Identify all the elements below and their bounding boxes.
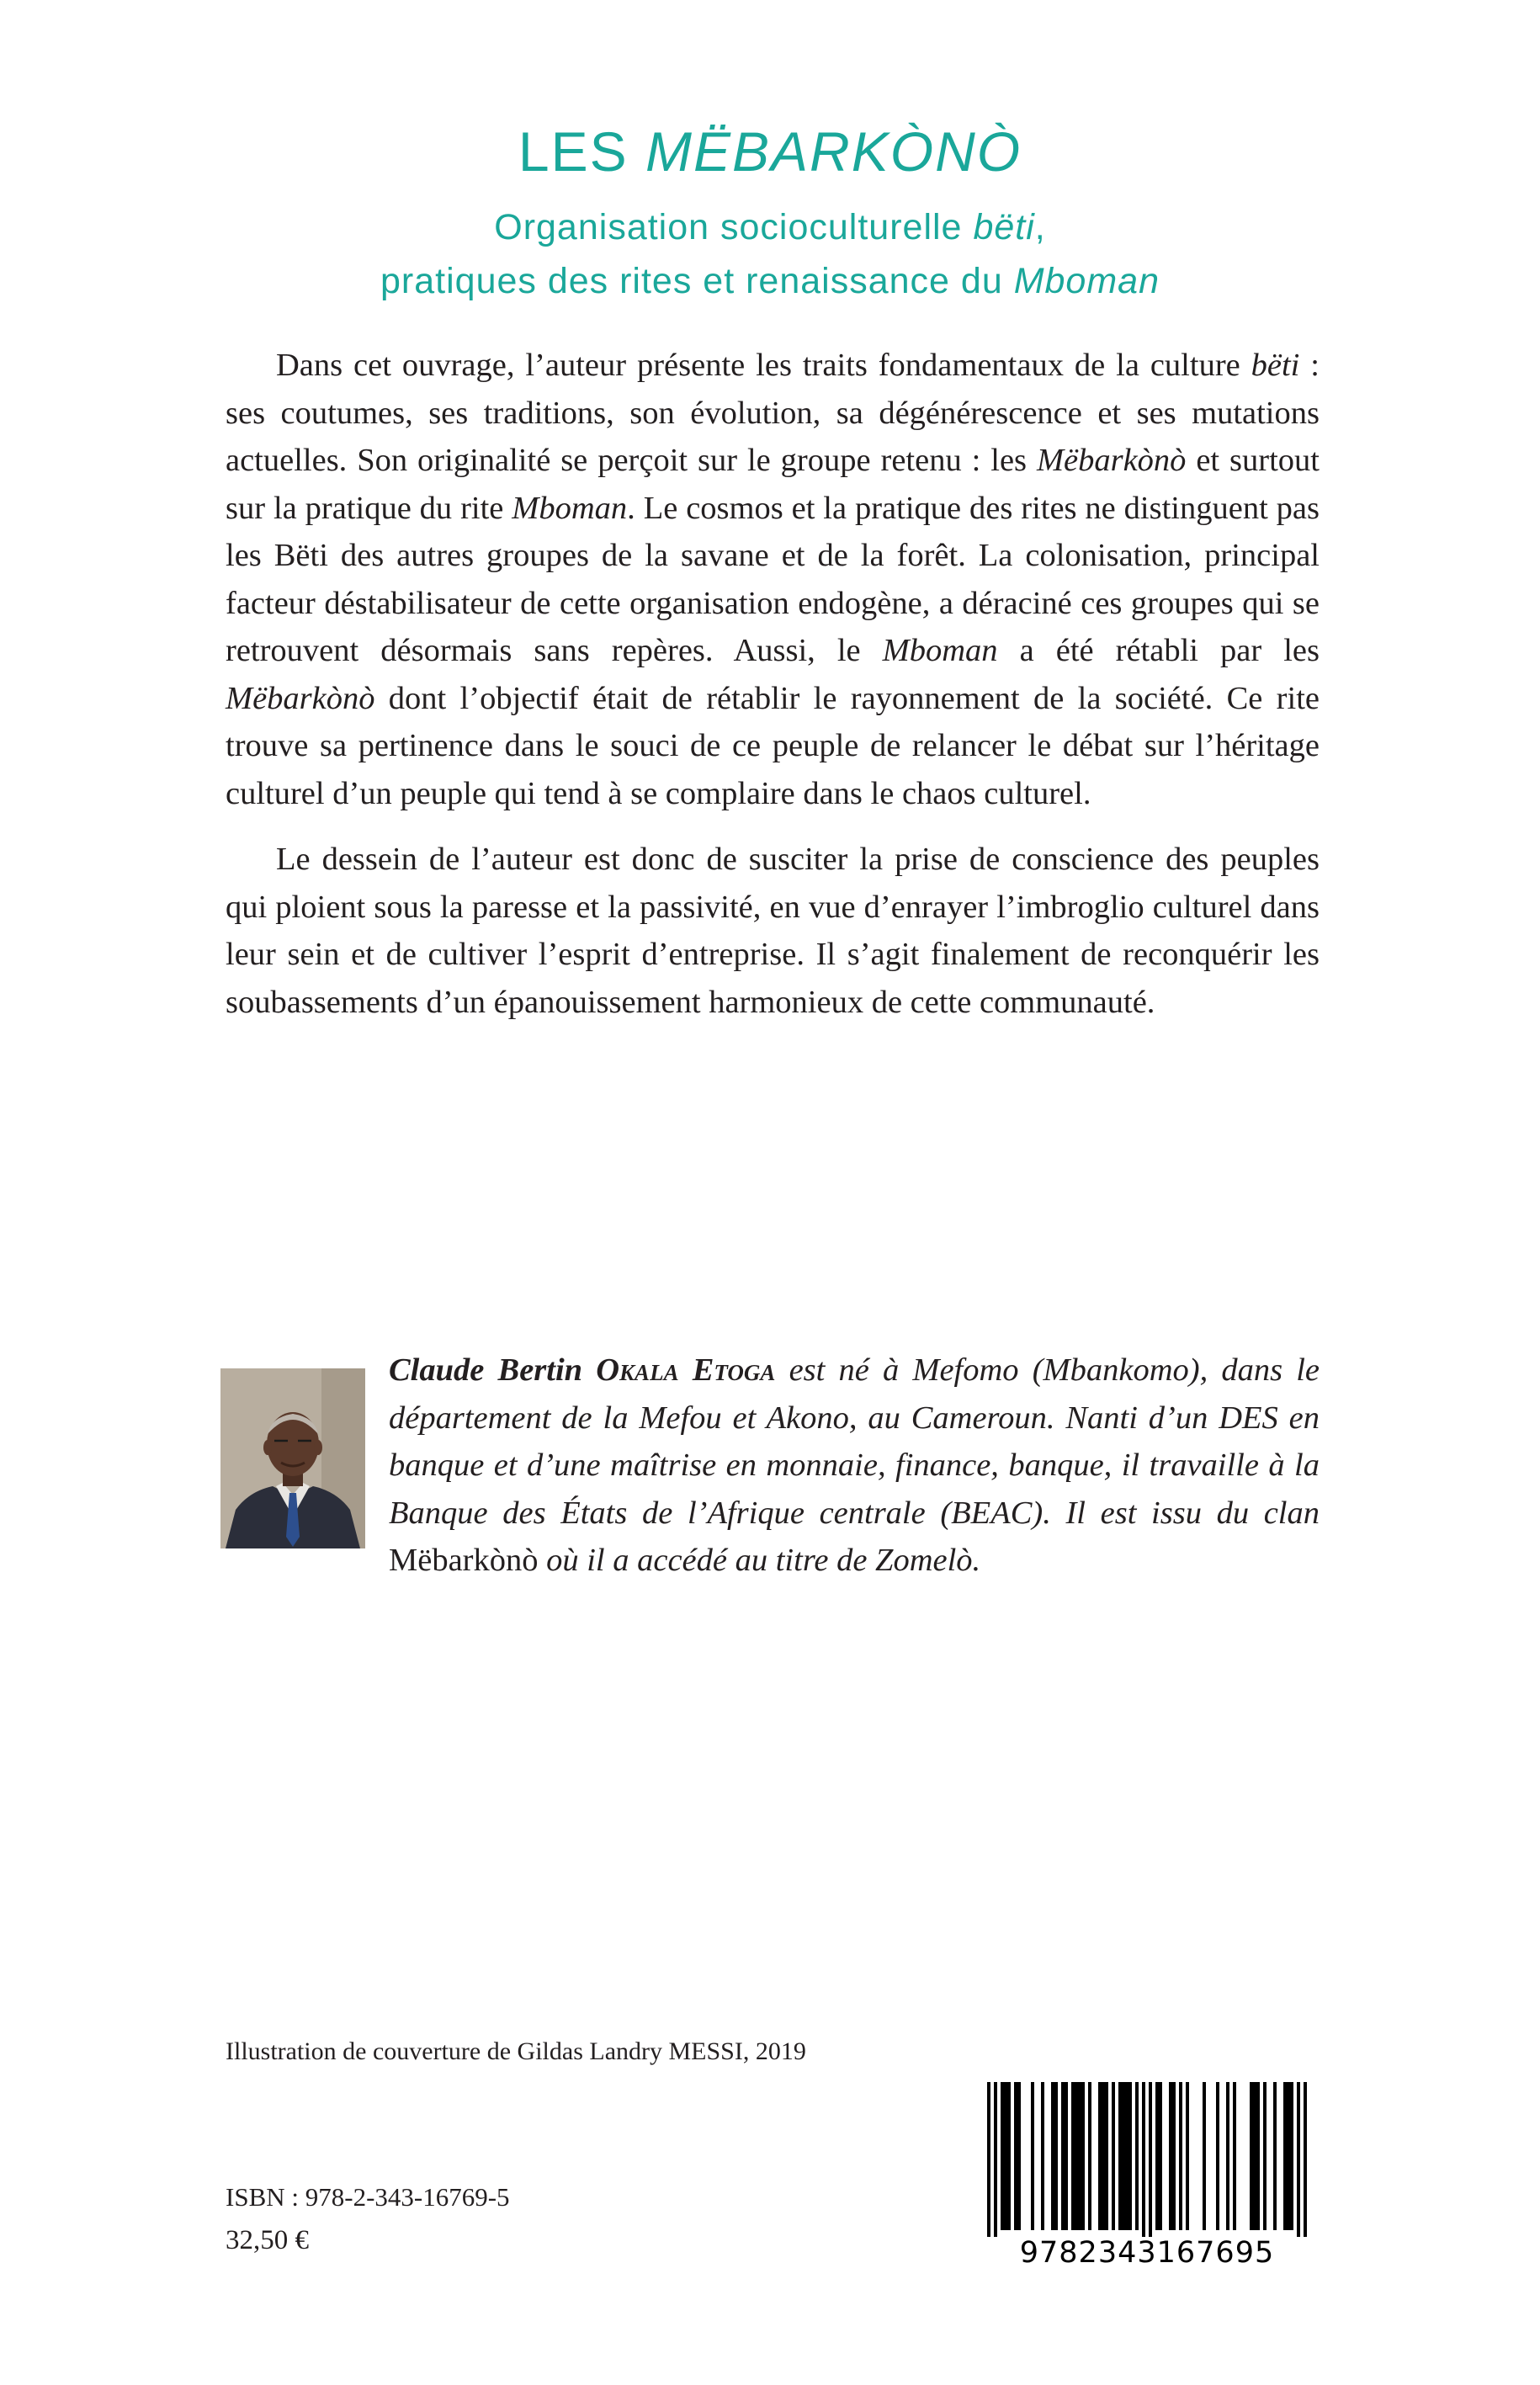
author-photo [220,1368,365,1548]
subtitle-line-1 [0,200,1540,254]
barcode-bar [1216,2082,1219,2230]
barcode-bar [1007,2082,1011,2230]
summary-p1-part: et surtout sur la pratique du rite [226,443,1320,526]
author-bio-clan: Mëbarkònò [389,1543,539,1578]
barcode-bar [1061,2082,1065,2230]
barcode-digits: 9782343167695 [1019,2236,1275,2270]
author-first-name: Claude Bertin [389,1352,583,1388]
barcode-bar [1142,2082,1145,2237]
barcode-bar [1233,2082,1236,2230]
barcode-bar [1075,2082,1078,2230]
barcode-bar [1125,2082,1128,2230]
barcode-bar [994,2082,997,2237]
author-bio-text-end: où il a accédé au titre de Zomelò. [538,1543,981,1578]
barcode-bar [1105,2082,1108,2230]
barcode-bar [1297,2082,1300,2237]
summary-p1-italic: Mboman [882,633,998,668]
barcode-bars [969,2077,1325,2237]
summary-p1-part: . Le cosmos et la pratique des rites ne distinguent pas les Bëti des autres groupes de la savane et de la forêt. La colonisation, principal facteur déstabilisateur de cette organisation endogène, a déraciné ces groupes qui se retrouvent désormais sans repères. Aussi, le [226,490,1320,668]
summary-p1-part: dont l’objectif était de rétablir le rayonnement de la société. Ce rite trouve sa pertinence dans le souci de ce peuple de relancer le débat sur l’héritage culturel d’un peuple qui tend à se complaire dans le chaos culturel. [226,680,1320,811]
summary-p1-italic: Mboman [512,490,628,526]
subtitle-line-1-text: Organisation socioculturelle [494,207,963,247]
barcode-bar [1273,2082,1277,2230]
barcode-bar [1014,2082,1017,2230]
author-last-name-2: Etoga [692,1352,776,1388]
book-title [0,118,1540,185]
barcode-bar [1102,2082,1105,2230]
barcode-bar [1122,2082,1125,2230]
title-word: MËBARKÒNÒ [645,120,1022,183]
author-photo-image [220,1368,365,1548]
barcode-bar [1051,2082,1054,2230]
barcode-bar [987,2082,990,2237]
author-bio [389,1347,1320,1585]
barcode-bar [1169,2082,1172,2230]
barcode-bar [1041,2082,1044,2230]
barcode-bar [1226,2082,1229,2230]
barcode-bar [1253,2082,1256,2230]
barcode-bar [1031,2082,1034,2230]
price-text: 32,50 € [226,2225,309,2255]
barcode-bar [1159,2082,1162,2230]
summary-p1-italic: Mëbarkònò [226,680,375,716]
author-bio-text: est né à Mefomo (Mbankomo), dans le département de la Mefou et Akono, au Cameroun. Nanti d’un DES en banque et d’une maîtrise en monnaie, finance, banque, il travaille à la Banque des États de l’Afrique centrale (BEAC). Il est issu du clan [389,1352,1320,1531]
barcode-bar [1128,2082,1132,2230]
barcode-bar [1283,2082,1287,2230]
barcode-bar [1263,2082,1267,2230]
barcode-bar [1001,2082,1004,2230]
barcode-bar [1179,2082,1182,2230]
barcode-bar [1078,2082,1081,2230]
barcode-bar [1290,2082,1293,2230]
subtitle-line-2 [0,254,1540,308]
author-name [389,1352,775,1388]
barcode-bar [1118,2082,1122,2230]
title-prefix: LES [518,120,629,183]
summary-p1-part: : ses coutumes, ses traditions, son évolution, sa dégénérescence et ses mutations actuelles. Son originalité se perçoit sur le groupe retenu : les [226,348,1320,478]
summary-p1-italic: bëti [1251,348,1300,383]
summary-p1-part: a été rétabli par les [997,633,1320,668]
barcode [969,2077,1325,2282]
barcode-bar [1004,2082,1007,2230]
barcode-bar [1088,2082,1091,2230]
illustration-credit: Illustration de couverture de Gildas Landry MESSI, 2019 [226,2037,806,2065]
barcode-bar [1149,2082,1152,2237]
subtitle-line-2-text: pratiques des rites et renaissance du [380,261,1003,301]
subtitle-line-1-italic: bëti [973,207,1035,247]
barcode-bar [1081,2082,1085,2230]
barcode-bar [1112,2082,1115,2230]
summary-p1-part: Dans cet ouvrage, l’auteur présente les traits fondamentaux de la culture [276,348,1251,383]
subtitle-line-1-comma: , [1034,207,1046,247]
barcode-bar [1304,2082,1307,2237]
summary-p1-italic: Mëbarkònò [1036,443,1187,478]
barcode-bar [1155,2082,1159,2230]
barcode-bar [1135,2082,1139,2230]
subtitle-line-2-italic: Mboman [1013,261,1160,301]
isbn-text: ISBN : 978-2-343-16769-5 [226,2182,510,2212]
barcode-bar [1098,2082,1102,2230]
barcode-bar [1287,2082,1290,2230]
barcode-bar [1071,2082,1075,2230]
barcode-bar [1172,2082,1176,2230]
barcode-bar [1017,2082,1021,2230]
summary-paragraph-1 [226,342,1320,817]
summary-text [226,342,1320,1026]
barcode-bar [1186,2082,1189,2230]
barcode-bar [1054,2082,1058,2230]
barcode-bar [1203,2082,1206,2230]
summary-paragraph-2: Le dessein de l’auteur est donc de susciter la prise de conscience des peuples qui ploient sous la paresse et la passivité, en vue d’enrayer l’imbroglio culturel dans leur sein et de cultiver l’esprit d’entreprise. Il s’agit finalement de reconquérir les soubassements d’un épanouissement harmonieux de cette communauté. [226,842,1320,1020]
barcode-bar [1065,2082,1068,2230]
barcode-bar [1250,2082,1253,2230]
barcode-bar [1256,2082,1260,2230]
author-last-name: Okala [596,1352,679,1388]
book-subtitle [0,200,1540,308]
